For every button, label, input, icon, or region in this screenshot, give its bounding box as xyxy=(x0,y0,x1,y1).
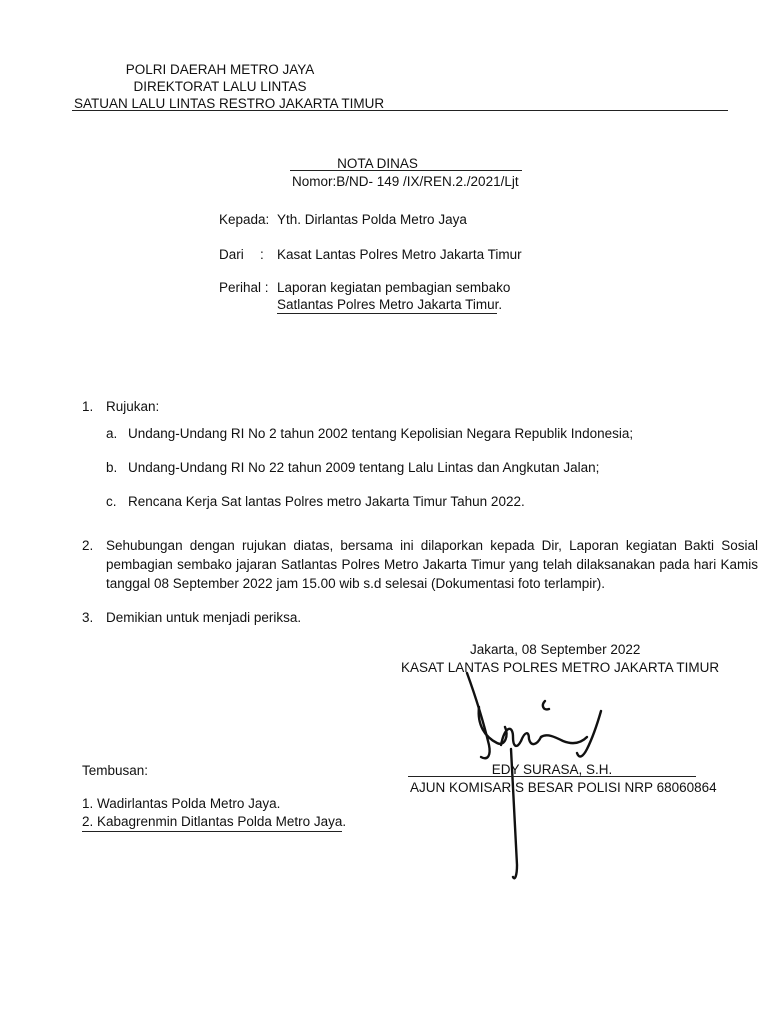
sub-a-text: Undang-Undang RI No 2 tahun 2002 tentang Kepolisian Negara Republik Indonesia; xyxy=(128,426,634,441)
item-3-number: 3. xyxy=(82,610,94,625)
item-2-number: 2. xyxy=(82,538,94,553)
dari-value: Kasat Lantas Polres Metro Jakarta Timur xyxy=(277,247,522,262)
letterhead-line-1: POLRI DAERAH METRO JAYA xyxy=(125,62,315,77)
nota-number: Nomor:B/ND- 149 /IX/REN.2./2021/Ljt xyxy=(292,174,519,189)
perihal-rule xyxy=(277,313,497,314)
sub-c-text: Rencana Kerja Sat lantas Polres metro Jakarta Timur Tahun 2022. xyxy=(128,494,525,509)
dari-colon: : xyxy=(260,247,264,262)
tembusan-item-2: 2. Kabagrenmin Ditlantas Polda Metro Jaya. xyxy=(82,814,347,829)
sub-b-text: Undang-Undang RI No 22 tahun 2009 tentang Lalu Lintas dan Angkutan Jalan; xyxy=(128,460,600,475)
signature-place-date: Jakarta, 08 September 2022 xyxy=(470,642,641,657)
sub-c-label: c. xyxy=(106,494,117,509)
signature-rank: AJUN KOMISARIS BESAR POLISI NRP 68060864 xyxy=(410,780,717,795)
tembusan-label: Tembusan: xyxy=(82,763,149,778)
item-1-number: 1. xyxy=(82,399,94,414)
sub-b-label: b. xyxy=(106,460,118,475)
sub-a-label: a. xyxy=(106,426,118,441)
perihal-line-2: Satlantas Polres Metro Jakarta Timur. xyxy=(277,297,503,312)
letterhead-line-3: SATUAN LALU LINTAS RESTRO JAKARTA TIMUR xyxy=(74,96,385,111)
item-3-text: Demikian untuk menjadi periksa. xyxy=(106,610,302,625)
tembusan-rule xyxy=(82,831,342,832)
perihal-label: Perihal : xyxy=(219,280,269,295)
kepada-label: Kepada: xyxy=(219,212,270,227)
tembusan-item-1: 1. Wadirlantas Polda Metro Jaya. xyxy=(82,796,281,811)
signature-position: KASAT LANTAS POLRES METRO JAKARTA TIMUR xyxy=(401,660,720,675)
perihal-line-1: Laporan kegiatan pembagian sembako xyxy=(277,280,511,295)
item-2-text: Sehubungan dengan rujukan diatas, bersama ini dilaporkan kepada Dir, Laporan kegiatan Bakti Sosial pembagian sembako jajaran Satlantas Polres Metro Jakarta Timur yang telah dilaksanakan pada hari Kamis tanggal 08 September 2022 jam 15.00 wib s.d selesai (Dokumentasi foto terlampir). xyxy=(106,538,758,591)
letterhead-rule xyxy=(72,110,728,111)
item-1-title: Rujukan: xyxy=(106,399,160,414)
letterhead-line-2: DIREKTORAT LALU LINTAS xyxy=(133,79,307,94)
signature-name: EDY SURASA, S.H. xyxy=(491,762,613,777)
kepada-value: Yth. Dirlantas Polda Metro Jaya xyxy=(277,212,467,227)
nota-title: NOTA DINAS xyxy=(337,156,418,171)
dari-label: Dari xyxy=(219,247,244,262)
